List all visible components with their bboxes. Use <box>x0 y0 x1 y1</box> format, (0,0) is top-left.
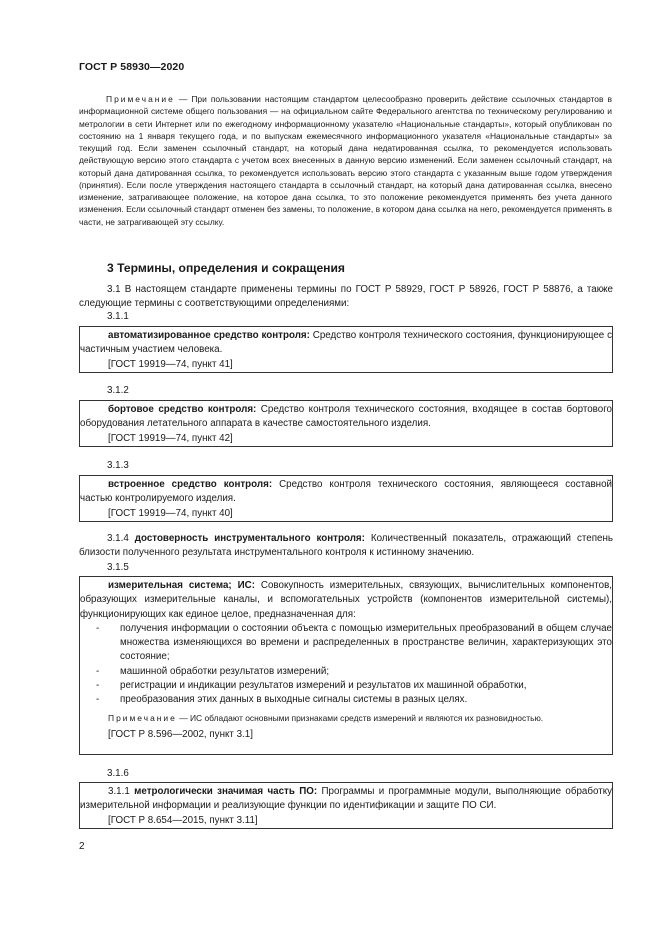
term-reference: [ГОСТ 19919—74, пункт 40] <box>108 507 233 519</box>
section-title: 3 Термины, определения и сокращения <box>107 261 345 275</box>
list-item <box>80 622 612 665</box>
term-number: 3.1.2 <box>107 385 129 396</box>
list-item-text: получения информации о состоянии объекта с помощью измерительных преобразований в общем случае множества изменяющихся во времени и распределенных в пространстве величин, характеризующих это состояние; <box>120 622 612 663</box>
term-text: Программы и программные модули, выполняющие обработку измерительной информации и реализующие функции по идентификации и защите ПО СИ. <box>80 786 612 812</box>
term-definition <box>80 785 612 814</box>
term-reference: [ГОСТ Р 8.596—2002, пункт 3.1] <box>108 728 253 740</box>
note-label: Примечание <box>106 94 175 104</box>
term-note <box>80 712 612 724</box>
term-definition <box>80 478 612 507</box>
list-item-text: машинной обработки результатов измерений; <box>120 665 330 677</box>
dash-marker: - <box>96 622 100 634</box>
term-box-builtin-control <box>79 475 613 522</box>
term-text: Средство контроля технического состояния, входящее в состав бортового оборудования летательного аппарата в качестве самостоятельного изделия. <box>80 404 613 430</box>
term-reference: [ГОСТ Р 8.654—2015, пункт 3.11] <box>108 814 258 826</box>
term-box-metrology-software <box>79 782 613 829</box>
note-label: Примечание <box>108 712 177 723</box>
term-text: Средство контроля технического состояния, функционирующее с частичным участием человека. <box>80 330 612 356</box>
term-name: достоверность инструментального контроля: <box>134 533 365 544</box>
list-item <box>80 693 612 707</box>
note-body: — ИС обладают основными признаками средств измерений и являются их разновидностью. <box>176 712 544 723</box>
term-text: Количественный показатель, отражающий степень близости полученного результата инструментального контроля к истинному значению. <box>79 533 613 559</box>
term-name: бортовое средство контроля: <box>108 404 257 415</box>
page-number: 2 <box>79 841 85 852</box>
dash-marker: - <box>96 694 100 706</box>
term-number: 3.1.6 <box>107 768 129 779</box>
document-code: ГОСТ Р 58930—2020 <box>79 61 185 73</box>
term-box-onboard-control <box>79 400 613 447</box>
term-text: Совокупность измерительных, связующих, вычислительных компонентов, образующих измерительные каналы, и вспомогательных устройств (компонентов измерительной системы), функционирующих как единое целое, предназначенная для: <box>80 580 612 620</box>
term-reference: [ГОСТ 19919—74, пункт 42] <box>108 432 233 444</box>
list-item-text: преобразования этих данных в выходные сигналы системы в разных целях. <box>120 694 468 706</box>
section-intro <box>79 283 613 312</box>
term-number: 3.1.1 <box>107 311 129 322</box>
term-number: 3.1.5 <box>107 562 129 573</box>
dash-marker: - <box>96 680 100 692</box>
term-box-automated-control <box>79 326 613 373</box>
note-body: — При пользовании настоящим стандартом целесообразно проверить действие ссылочных стандартов в информационной системе общего пользования — на официальном сайте Федерального агентства по техническому регулированию и метрологии в сети Интернет или по ежегодному информационному указателю «Национальные стандарты», который опубликован по состоянию на 1 января текущего года, и по выпускам ежемесячного информационного указателя «Национальные стандарты» за текущий год. Если заменен ссылочный стандарт, на который дана недатированная ссылка, то рекомендуется использовать действующую версию этого стандарта с учетом всех внесенных в данную версию изменений. Если заменен ссылочный стандарт, на который дана датированная ссылка, то рекомендуется использовать версию этого стандарта с указанным выше годом утверждения (принятия). Если после утверждения настоящего стандарта в ссылочный стандарт, на который дана датированная ссылка, внесено изменение, затрагивающее положение, на которое дана ссылка, то это положение рекомендуется применять без учета данного изменения. Если ссылочный стандарт отменен без замены, то положение, в котором дана ссылка на него, рекомендуется применять в части, не затрагивающей эту ссылку. <box>79 94 612 227</box>
term-definition <box>80 403 612 432</box>
section-intro-text: 3.1 В настоящем стандарте применены термины по ГОСТ Р 58929, ГОСТ Р 58926, ГОСТ Р 58876, а также следующие термины с соответствующими определениями: <box>79 284 613 310</box>
term-number: 3.1.4 <box>107 533 129 544</box>
term-name: метрологически значимая часть ПО: <box>134 786 318 797</box>
reference-note-text <box>79 93 612 228</box>
dash-marker: - <box>96 665 100 677</box>
term-box-measuring-system <box>79 576 613 755</box>
term-definition <box>79 532 613 561</box>
term-reliability <box>79 532 613 561</box>
term-definition <box>80 329 612 358</box>
list-item <box>80 665 612 679</box>
term-reference: [ГОСТ 19919—74, пункт 41] <box>108 358 233 370</box>
reference-note <box>79 93 612 228</box>
term-name: измерительная система; ИС: <box>108 580 255 591</box>
term-subnumber: 3.1.1 <box>108 786 135 797</box>
list-item <box>80 679 612 693</box>
list-item-text: регистрации и индикации результатов измерений и результатов их машинной обработки, <box>120 680 527 692</box>
term-text: Средство контроля технического состояния, являющееся составной частью контролируемого изделия. <box>80 479 612 505</box>
term-definition <box>80 579 612 622</box>
term-name: встроенное средство контроля: <box>108 479 273 490</box>
term-number: 3.1.3 <box>107 460 129 471</box>
term-name: автоматизированное средство контроля: <box>108 330 310 341</box>
